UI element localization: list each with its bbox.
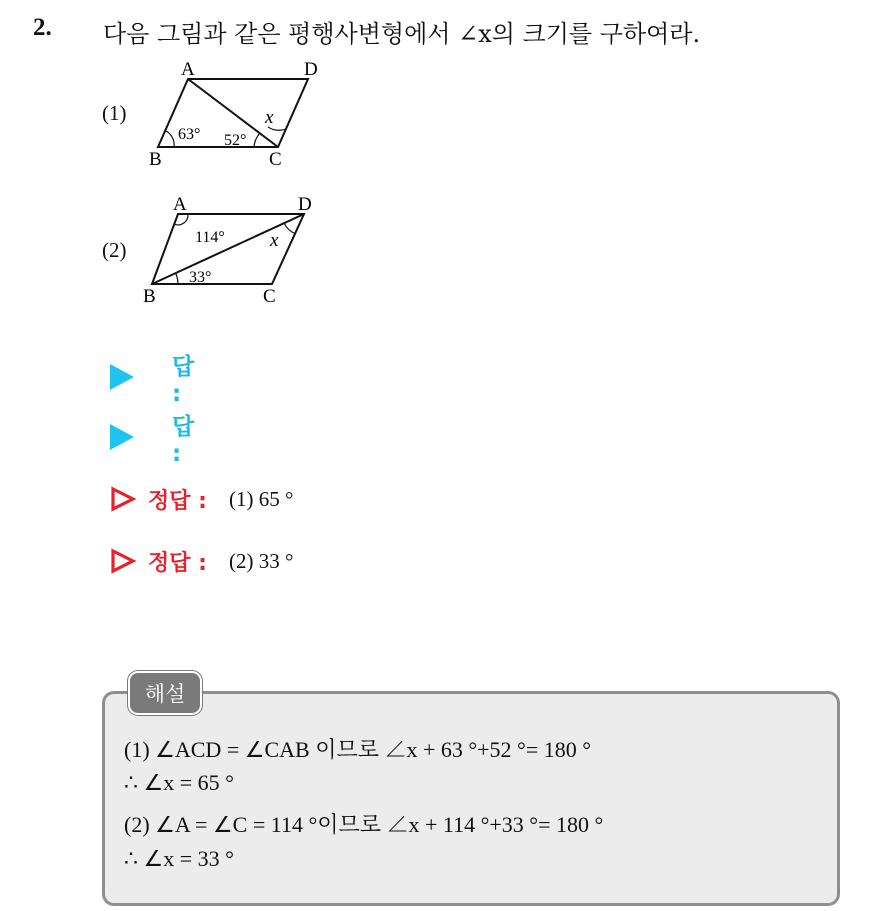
fig2-angle-33: 33° (189, 269, 212, 286)
correct-answer-label: 정답 : (148, 550, 207, 576)
solution-line-3: (2) ∠A = ∠C = 114 °이므로 ∠x + 114 °+33 °= 180 ° (124, 812, 604, 837)
figure-1-label: (1) (102, 101, 127, 125)
solution-line-2: ∴ ∠x = 65 ° (124, 770, 234, 795)
fig2-vertex-d: D (298, 194, 312, 215)
figure-2-parallelogram (140, 190, 340, 310)
correct-answer-value: (2) 33 ° (228, 548, 294, 573)
solution-line-1: (1) ∠ACD = ∠CAB 이므로 ∠x + 63 °+52 °= 180 ° (124, 737, 592, 762)
figure-1-parallelogram (140, 55, 340, 175)
solution-tab: 해설 (128, 671, 202, 715)
solution-box (102, 691, 840, 906)
question-text: 다음 그림과 같은 평행사변형에서 ∠x의 크기를 구하여라. (103, 20, 701, 48)
fig1-angle-x: x (265, 107, 274, 128)
play-triangle-icon (110, 424, 134, 450)
fig1-vertex-a: A (181, 59, 195, 80)
fig2-angle-x: x (270, 230, 279, 251)
fig1-vertex-b: B (149, 149, 162, 170)
fig2-angle-114: 114° (195, 229, 225, 246)
answer-row-1[interactable] (110, 353, 195, 407)
answer-row-2[interactable] (110, 413, 195, 467)
question-number: 2. (33, 14, 52, 41)
play-triangle-icon (110, 364, 134, 390)
outline-triangle-icon (110, 486, 136, 512)
fig1-angle-52: 52° (224, 132, 247, 149)
solution-line-4: ∴ ∠x = 33 ° (124, 846, 234, 871)
correct-answer-label: 정답 : (148, 488, 207, 514)
outline-triangle-icon (110, 548, 136, 574)
correct-answer-row-1 (110, 482, 293, 516)
fig2-vertex-a: A (173, 194, 187, 215)
correct-answer-row-2 (110, 544, 293, 578)
fig1-angle-63: 63° (178, 126, 201, 143)
figure-2-label: (2) (102, 238, 127, 262)
answer-label: 답 : (172, 413, 195, 467)
answer-label: 답 : (172, 353, 195, 407)
fig1-vertex-d: D (304, 59, 318, 80)
correct-answer-value: (1) 65 ° (228, 486, 294, 511)
fig2-vertex-c: C (263, 286, 276, 307)
fig1-vertex-c: C (269, 149, 282, 170)
fig2-vertex-b: B (143, 286, 156, 307)
